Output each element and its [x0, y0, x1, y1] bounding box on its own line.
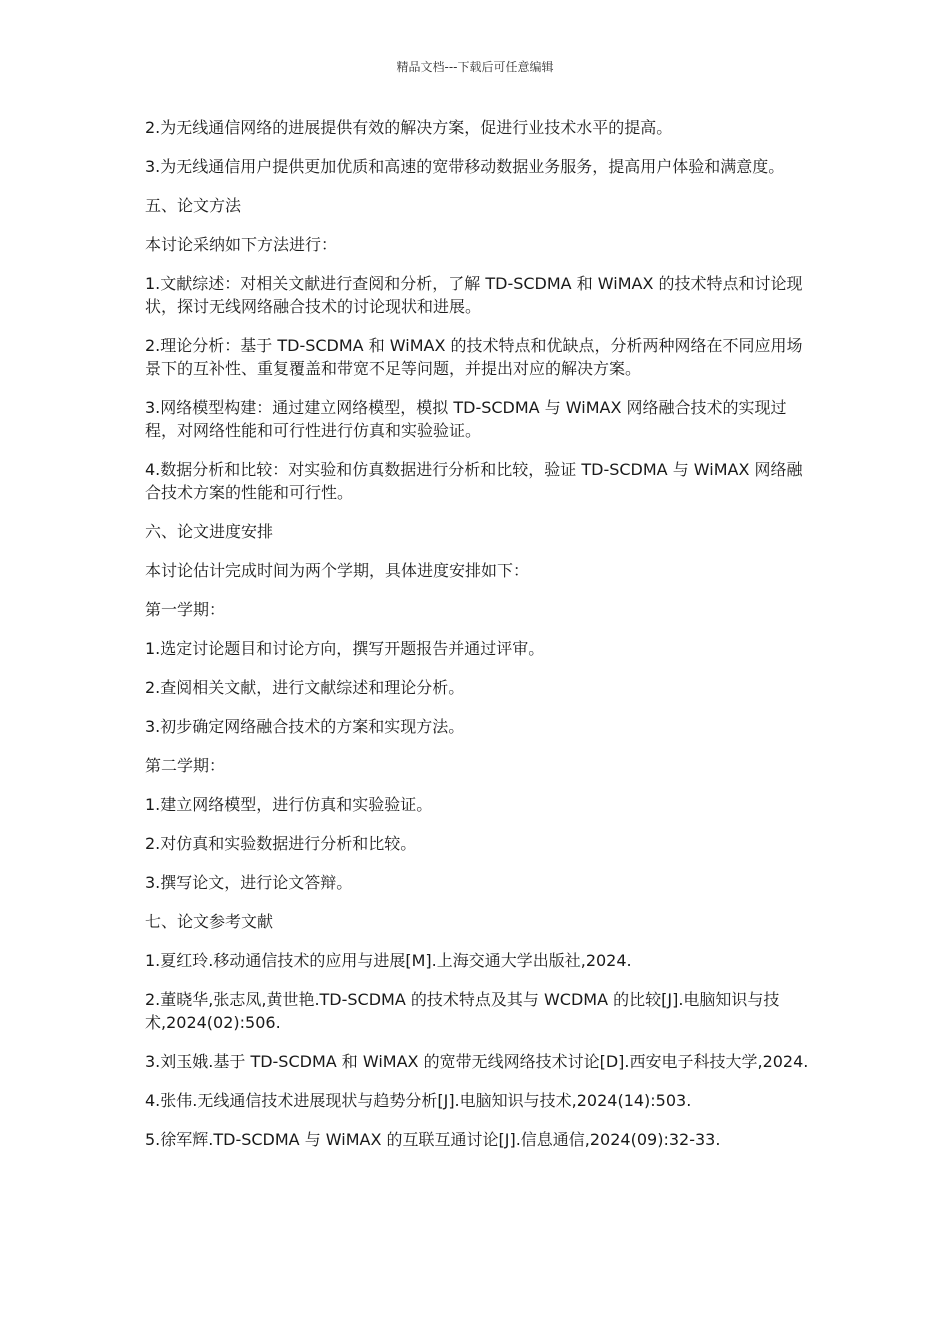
paragraph: 本讨论估计完成时间为两个学期，具体进度安排如下： [145, 561, 530, 580]
document-body [145, 116, 810, 1167]
section-heading: 六、论文进度安排 [145, 522, 274, 541]
paragraph: 2.理论分析：基于 TD-SCDMA 和 WiMAX 的技术特点和优缺点，分析两种网络在不同应用场景下的互补性、重复覆盖和带宽不足等问题，并提出对应的解决方案。 [145, 336, 803, 378]
section-heading: 七、论文参考文献 [145, 912, 274, 931]
reference-item: 1.夏红玲.移动通信技术的应用与进展[M].上海交通大学出版社,2024. [145, 951, 632, 970]
paragraph: 2.查阅相关文献，进行文献综述和理论分析。 [145, 678, 465, 697]
paragraph: 3.撰写论文，进行论文答辩。 [145, 873, 353, 892]
paragraph: 第一学期： [145, 600, 226, 619]
paragraph: 4.数据分析和比较：对实验和仿真数据进行分析和比较，验证 TD-SCDMA 与 WiMAX 网络融合技术方案的性能和可行性。 [145, 460, 803, 502]
paragraph: 3.为无线通信用户提供更加优质和高速的宽带移动数据业务服务，提高用户体验和满意度。 [145, 157, 785, 176]
paragraph: 1.文献综述：对相关文献进行查阅和分析，了解 TD-SCDMA 和 WiMAX 的技术特点和讨论现状，探讨无线网络融合技术的讨论现状和进展。 [145, 274, 803, 316]
paragraph: 第二学期： [145, 756, 226, 775]
paragraph: 3.初步确定网络融合技术的方案和实现方法。 [145, 717, 465, 736]
reference-item: 3.刘玉娥.基于 TD-SCDMA 和 WiMAX 的宽带无线网络技术讨论[D].西安电子科技大学,2024. [145, 1052, 809, 1071]
reference-item: 5.徐军辉.TD-SCDMA 与 WiMAX 的互联互通讨论[J].信息通信,2024(09):32-33. [145, 1130, 721, 1149]
paragraph: 1.建立网络模型，进行仿真和实验验证。 [145, 795, 433, 814]
paragraph: 2.对仿真和实验数据进行分析和比较。 [145, 834, 417, 853]
reference-item: 2.董晓华,张志凤,黄世艳.TD-SCDMA 的技术特点及其与 WCDMA 的比较[J].电脑知识与技术,2024(02):506. [145, 990, 780, 1032]
page-header: 精品文档---下载后可任意编辑 [396, 60, 554, 74]
paragraph: 1.选定讨论题目和讨论方向，撰写开题报告并通过评审。 [145, 639, 545, 658]
paragraph: 3.网络模型构建：通过建立网络模型，模拟 TD-SCDMA 与 WiMAX 网络融合技术的实现过程，对网络性能和可行性进行仿真和实验验证。 [145, 398, 787, 440]
reference-item: 4.张伟.无线通信技术进展现状与趋势分析[J].电脑知识与技术,2024(14):503. [145, 1091, 692, 1110]
paragraph: 本讨论采纳如下方法进行： [145, 235, 338, 254]
section-heading: 五、论文方法 [145, 196, 242, 215]
paragraph: 2.为无线通信网络的进展提供有效的解决方案，促进行业技术水平的提高。 [145, 118, 673, 137]
